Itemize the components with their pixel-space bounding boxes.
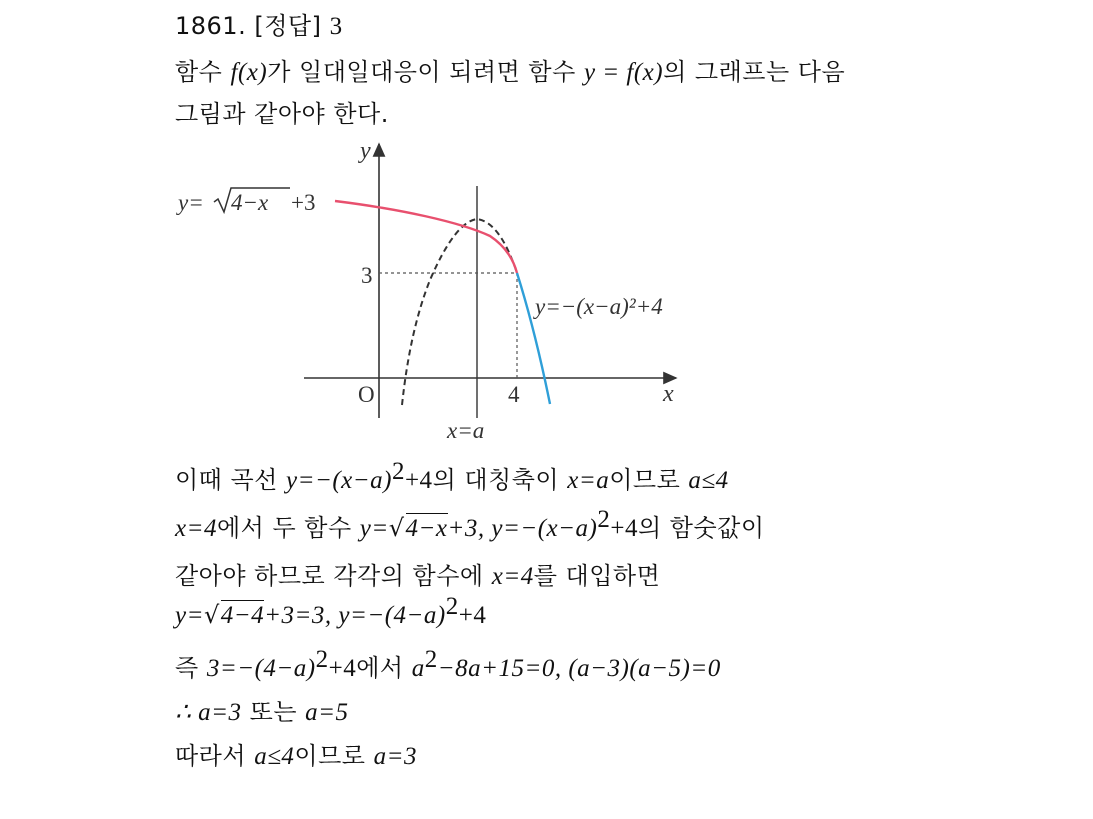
sqrt-label-rhs: +3 bbox=[291, 190, 316, 215]
math: y= bbox=[359, 515, 389, 542]
solution-text: 에서 두 함수 bbox=[216, 514, 360, 542]
math-sup: 2 bbox=[391, 458, 405, 485]
math: y= bbox=[175, 602, 204, 629]
math-sup: 2 bbox=[445, 593, 459, 620]
solution-line-2: x=4에서 두 함수 y=√4−x+3, $y=-(x-a)^2+4$의 함숫값이 bbox=[175, 506, 765, 542]
math: +3, y=−(x−a) bbox=[447, 515, 598, 542]
intro-text: 의 그래프는 다음 bbox=[663, 58, 846, 86]
solution-line-4: y=√4−4+3=3, $y=-(4-a)^2+4$ bbox=[175, 593, 487, 629]
math: a≤4 bbox=[688, 467, 729, 494]
solution-text: 또는 bbox=[241, 698, 306, 726]
math: 3=−(4−a) bbox=[206, 655, 316, 682]
math: +4 bbox=[404, 467, 433, 494]
solution-text: 의 대칭축이 bbox=[432, 466, 568, 494]
math-fx: f(x) bbox=[230, 59, 268, 86]
math: a≤4 bbox=[254, 743, 295, 770]
math: a=3 bbox=[373, 743, 417, 770]
parab-label: y=−(x−a)²+4 bbox=[535, 294, 663, 319]
math: y=−(x−a) bbox=[286, 467, 392, 494]
sqrt-label-radicand: 4−x bbox=[231, 190, 269, 215]
math: a bbox=[411, 655, 425, 682]
math-sup: 2 bbox=[424, 646, 438, 673]
math-sup: 2 bbox=[315, 646, 329, 673]
answer-value: 3 bbox=[329, 13, 343, 40]
origin-label: O bbox=[358, 382, 375, 407]
math: a=5 bbox=[305, 699, 349, 726]
tick-y-3: 3 bbox=[361, 263, 373, 288]
math-sup: 2 bbox=[597, 506, 611, 533]
solution-line-7 bbox=[175, 736, 417, 771]
solution-line-3 bbox=[175, 556, 660, 591]
solution-text: 이므로 bbox=[609, 466, 689, 494]
solution-text: 같아야 하므로 각각의 함수에 bbox=[175, 562, 492, 590]
solution-text: 이므로 bbox=[294, 742, 374, 770]
math: x=4 bbox=[491, 563, 534, 590]
intro-text: 가 일대일대응이 되려면 함수 bbox=[267, 58, 584, 86]
solution-text: 에서 bbox=[356, 654, 412, 682]
math: +3=3, y=−(4−a) bbox=[264, 602, 446, 629]
x-axis-label: x bbox=[663, 381, 674, 407]
math-radicand: 4−4 bbox=[220, 602, 265, 629]
math: x=a bbox=[567, 467, 610, 494]
math: +4 bbox=[458, 602, 487, 629]
solution-line-1 bbox=[175, 460, 729, 495]
answer-label: [정답] bbox=[254, 12, 322, 40]
solution-line-5 bbox=[175, 648, 721, 683]
math: −8a+15=0, (a−3)(a−5)=0 bbox=[437, 655, 721, 682]
math: +4 bbox=[610, 515, 638, 542]
parabola-curve bbox=[517, 273, 550, 404]
parabola-dashed-curve bbox=[402, 219, 517, 405]
problem-number: 1861. bbox=[175, 12, 247, 40]
math: x=4 bbox=[175, 515, 217, 542]
tick-x-4: 4 bbox=[508, 382, 520, 407]
solution-text: 를 대입하면 bbox=[533, 562, 661, 590]
solution-line-6 bbox=[175, 692, 349, 727]
intro-text: 함수 bbox=[175, 58, 231, 86]
y-axis-label: y bbox=[360, 138, 371, 164]
math: ∴ a=3 bbox=[175, 699, 242, 726]
symmetry-label: x=a bbox=[447, 418, 485, 443]
intro-text: 그림과 같아야 한다. bbox=[175, 100, 389, 128]
sqrt-label-lhs: y= bbox=[178, 190, 204, 215]
math: +4 bbox=[328, 655, 357, 682]
solution-text: 이때 곡선 bbox=[175, 466, 286, 494]
solution-text: 의 함숫값이 bbox=[637, 514, 765, 542]
solution-text: 따라서 bbox=[175, 742, 255, 770]
solution-text: 즉 bbox=[175, 654, 207, 682]
math-y-fx: y = f(x) bbox=[583, 59, 664, 86]
math-radicand: 4−x bbox=[405, 515, 448, 542]
